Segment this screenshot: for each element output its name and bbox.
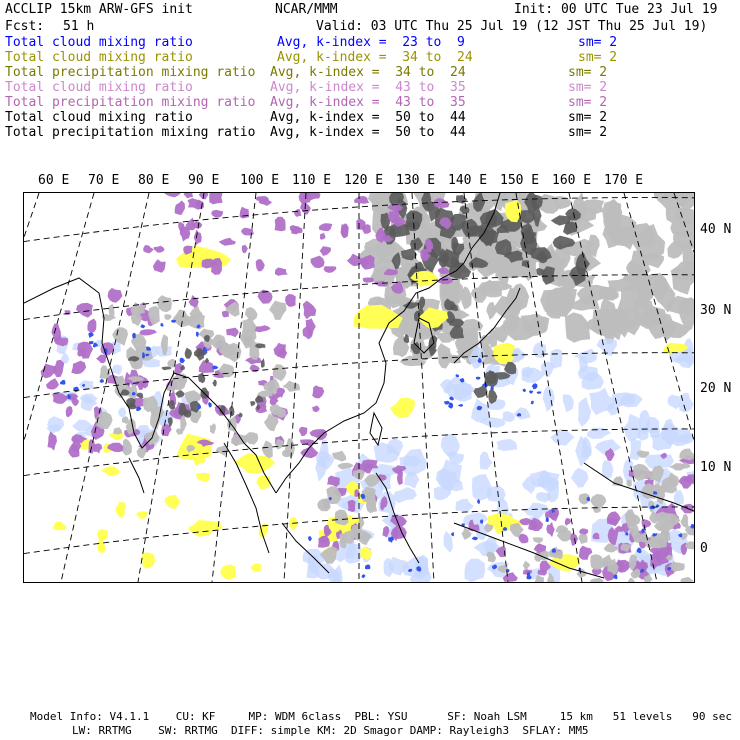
magenta-patch <box>140 329 157 335</box>
magenta-patch <box>219 238 236 246</box>
light-blue-shading <box>465 559 486 582</box>
magenta-patch <box>94 444 103 454</box>
light-blue-shading <box>497 439 518 451</box>
light-blue-shading <box>563 395 574 413</box>
magenta-patch <box>275 268 288 276</box>
longitude-label: 80 E <box>138 173 170 188</box>
blue-speck <box>100 379 104 383</box>
blue-speck <box>451 532 454 536</box>
blue-speck <box>180 358 186 364</box>
light-blue-shading <box>480 451 493 470</box>
yellow-patch <box>256 476 271 490</box>
map-panel <box>23 192 695 583</box>
field-k-index: Avg, k-index = 34 to 24 <box>277 50 473 65</box>
storm-gray <box>317 498 331 511</box>
light-blue-shading <box>536 492 552 503</box>
magenta-patch <box>241 228 254 236</box>
blue-speck <box>365 564 371 569</box>
storm-dark <box>229 406 234 416</box>
yellow-patch <box>115 502 125 519</box>
model-title: ACCLIP 15km ARW-GFS init <box>5 2 193 17</box>
magenta-patch <box>48 431 58 450</box>
light-blue-shading <box>543 386 555 412</box>
blue-speck <box>532 383 538 389</box>
field-k-index: Avg, k-index = 23 to 9 <box>277 35 465 50</box>
magenta-patch <box>226 328 239 338</box>
light-blue-shading <box>112 365 122 375</box>
yellow-patch <box>165 495 181 509</box>
storm-gray <box>164 314 171 320</box>
magenta-patch <box>46 378 59 389</box>
longitude-label: 110 E <box>292 173 332 188</box>
yellow-patch <box>251 563 262 571</box>
light-blue-shading <box>571 468 589 488</box>
storm-gray <box>680 577 693 582</box>
magenta-patch <box>184 193 194 198</box>
field-smoothing: sm= 2 <box>568 125 608 140</box>
field-k-index: Avg, k-index = 43 to 35 <box>270 95 466 110</box>
magenta-patch <box>549 508 559 522</box>
storm-gray <box>335 509 349 525</box>
longitude-label: 160 E <box>552 173 592 188</box>
magenta-patch <box>570 533 578 546</box>
storm-gray <box>590 494 606 508</box>
blue-speck <box>196 332 199 338</box>
magenta-patch <box>275 217 286 232</box>
blue-speck <box>89 341 94 345</box>
valid-time: Valid: 03 UTC Thu 25 Jul 19 (12 JST Thu 25 Jul 19) <box>316 19 708 34</box>
magenta-patch <box>256 259 265 271</box>
blue-speck <box>537 391 542 394</box>
longitude-label: 120 E <box>344 173 384 188</box>
blue-speck <box>212 366 218 370</box>
field-name: Total cloud mixing ratio <box>5 110 193 125</box>
field-smoothing: sm= 2 <box>578 35 618 50</box>
magenta-patch <box>579 546 593 560</box>
forecast-label: Fcst: <box>5 19 45 34</box>
magenta-patch <box>143 245 154 253</box>
model-info-line1: Model Info: V4.1.1 CU: KF MP: WDM 6class PBL: YSU SF: Noah LSM 15 km 51 levels 90 sec <box>30 710 732 723</box>
blue-speck <box>208 402 212 408</box>
light-blue-shading <box>303 549 325 564</box>
field-smoothing: sm= 2 <box>568 95 608 110</box>
light-blue-shading <box>578 397 591 427</box>
init-time: Init: 00 UTC Tue 23 Jul 19 <box>514 2 718 17</box>
forecast-hour: 51 h <box>63 19 95 34</box>
magenta-patch <box>312 405 320 412</box>
light-blue-shading <box>463 512 488 526</box>
longitude-label: 140 E <box>448 173 488 188</box>
light-blue-shading <box>456 499 474 513</box>
magenta-patch <box>242 245 248 254</box>
blue-speck <box>88 332 94 338</box>
light-blue-shading <box>118 407 126 417</box>
blue-speck <box>146 347 151 351</box>
org-label: NCAR/MMM <box>275 2 338 17</box>
light-blue-shading <box>393 487 417 503</box>
magenta-patch <box>678 476 693 489</box>
light-blue-shading <box>624 414 642 442</box>
field-smoothing: sm= 2 <box>578 50 618 65</box>
magenta-patch <box>87 319 96 333</box>
magenta-patch <box>96 355 107 364</box>
field-k-index: Avg, k-index = 34 to 24 <box>270 65 466 80</box>
field-k-index: Avg, k-index = 50 to 44 <box>270 110 466 125</box>
magenta-patch <box>211 210 223 218</box>
yellow-patch <box>196 473 210 483</box>
blue-speck <box>529 390 533 393</box>
magenta-patch <box>311 256 325 269</box>
yellow-patch <box>390 398 415 419</box>
longitude-label: 90 E <box>188 173 220 188</box>
magenta-patch <box>164 193 181 197</box>
latitude-label: 10 N <box>700 460 732 475</box>
storm-gray <box>123 438 132 455</box>
yellow-patch <box>54 522 67 531</box>
magenta-patch <box>285 294 296 307</box>
cloud-mass-gray <box>437 343 451 369</box>
magenta-patch <box>66 406 73 418</box>
yellow-patch <box>354 305 403 329</box>
storm-gray <box>210 423 216 434</box>
yellow-patch <box>136 511 148 519</box>
yellow-patch <box>97 529 108 540</box>
storm-gray <box>113 427 122 434</box>
hydrometeor-fills <box>41 193 694 582</box>
storm-dark <box>185 348 192 359</box>
storm-gray <box>245 307 258 320</box>
field-name: Total cloud mixing ratio <box>5 80 193 95</box>
blue-speck <box>197 404 201 409</box>
magenta-patch <box>319 223 333 231</box>
magenta-patch <box>294 209 302 217</box>
cloud-mass-gray <box>471 287 487 303</box>
blue-speck <box>458 404 463 407</box>
latitude-label: 20 N <box>700 381 732 396</box>
magenta-patch <box>565 518 571 526</box>
cloud-mass-gray <box>667 240 683 259</box>
field-name: Total precipitation mixing ratio <box>5 95 256 110</box>
storm-gray <box>628 578 635 582</box>
field-k-index: Avg, k-index = 43 to 35 <box>270 80 466 95</box>
blue-speck <box>362 574 366 578</box>
storm-gray <box>590 578 604 582</box>
magenta-patch <box>348 500 356 512</box>
magenta-patch <box>54 336 68 346</box>
storm-gray <box>122 416 129 424</box>
blue-speck <box>136 407 142 412</box>
storm-dark <box>198 372 205 383</box>
field-name: Total precipitation mixing ratio <box>5 65 256 80</box>
storm-gray <box>283 381 301 392</box>
storm-gray <box>578 533 587 544</box>
light-blue-shading <box>574 349 597 364</box>
light-blue-shading <box>502 411 515 422</box>
magenta-patch <box>76 303 93 318</box>
storm-dark <box>162 367 172 371</box>
magenta-patch <box>354 196 369 204</box>
longitude-label: 170 E <box>604 173 644 188</box>
blue-speck <box>73 387 79 393</box>
meridian-line <box>24 193 39 582</box>
light-blue-shading <box>630 438 642 460</box>
storm-gray <box>249 338 260 360</box>
magenta-patch <box>41 364 57 379</box>
longitude-label: 130 E <box>396 173 436 188</box>
magenta-patch <box>299 427 308 437</box>
magenta-patch <box>320 233 326 240</box>
field-name: Total precipitation mixing ratio <box>5 125 256 140</box>
blue-speck <box>60 380 66 385</box>
magenta-patch <box>188 198 203 210</box>
magenta-patch <box>209 193 223 204</box>
light-blue-shading <box>550 429 574 445</box>
magenta-patch <box>153 259 166 273</box>
storm-dark <box>261 358 265 368</box>
light-blue-shading <box>533 342 547 358</box>
latitude-label: 0 <box>700 541 708 556</box>
latitude-label: 30 N <box>700 303 732 318</box>
yellow-patch <box>102 466 120 476</box>
magenta-patch <box>363 278 374 283</box>
storm-gray <box>282 450 291 458</box>
storm-gray <box>337 463 353 470</box>
blue-speck <box>523 389 527 392</box>
storm-gray <box>262 440 273 458</box>
light-blue-shading <box>667 395 680 409</box>
storm-dark <box>250 401 255 407</box>
storm-gray <box>269 301 287 320</box>
storm-gray <box>627 480 632 487</box>
field-smoothing: sm= 2 <box>568 110 608 125</box>
longitude-label: 60 E <box>38 173 70 188</box>
magenta-patch <box>320 246 331 256</box>
typhoon-core <box>473 386 487 398</box>
storm-dark <box>212 380 217 387</box>
storm-gray <box>533 537 544 543</box>
cloud-mass-dark <box>456 195 467 204</box>
magenta-patch <box>303 301 316 320</box>
blue-speck <box>476 377 481 380</box>
blue-speck <box>444 401 450 405</box>
storm-gray <box>523 561 531 571</box>
map-canvas <box>24 193 694 582</box>
storm-gray <box>680 514 688 528</box>
longitude-label: 150 E <box>500 173 540 188</box>
magenta-patch <box>312 385 324 398</box>
magenta-patch <box>71 361 86 375</box>
blue-speck <box>546 517 549 522</box>
longitude-label: 100 E <box>240 173 280 188</box>
magenta-patch <box>108 288 123 303</box>
magenta-patch <box>546 522 555 537</box>
magenta-patch <box>175 200 185 215</box>
field-smoothing: sm= 2 <box>568 65 608 80</box>
longitude-label: 70 E <box>88 173 120 188</box>
blue-speck <box>308 536 312 541</box>
cloud-mass-gray <box>672 267 694 295</box>
magenta-patch <box>240 207 250 219</box>
blue-speck <box>531 400 534 404</box>
yellow-patch <box>220 565 236 580</box>
blue-speck <box>140 324 145 328</box>
magenta-patch <box>519 534 529 544</box>
light-blue-shading <box>578 366 599 382</box>
storm-dark <box>136 393 143 399</box>
field-name: Total cloud mixing ratio <box>5 35 193 50</box>
meridian-line <box>212 193 256 582</box>
yellow-patch <box>141 552 155 569</box>
field-name: Total cloud mixing ratio <box>5 50 193 65</box>
coastline <box>129 458 144 493</box>
field-k-index: Avg, k-index = 50 to 44 <box>270 125 466 140</box>
latitude-label: 40 N <box>700 222 732 237</box>
magenta-patch <box>324 266 337 273</box>
light-blue-shading <box>315 459 326 482</box>
coastline <box>370 413 382 445</box>
field-smoothing: sm= 2 <box>568 80 608 95</box>
magenta-patch <box>255 196 268 202</box>
storm-gray <box>679 449 694 461</box>
light-blue-shading <box>514 407 531 419</box>
blue-speck <box>472 537 478 541</box>
magenta-patch <box>154 246 165 253</box>
yellow-patch <box>97 538 105 554</box>
magenta-patch <box>194 229 202 245</box>
blue-speck <box>160 323 163 327</box>
model-info-line2: LW: RRTMG SW: RRTMG DIFF: simple KM: 2D Smagor DAMP: Rayleigh3 SFLAY: MM5 <box>72 724 589 737</box>
storm-gray <box>633 464 650 481</box>
